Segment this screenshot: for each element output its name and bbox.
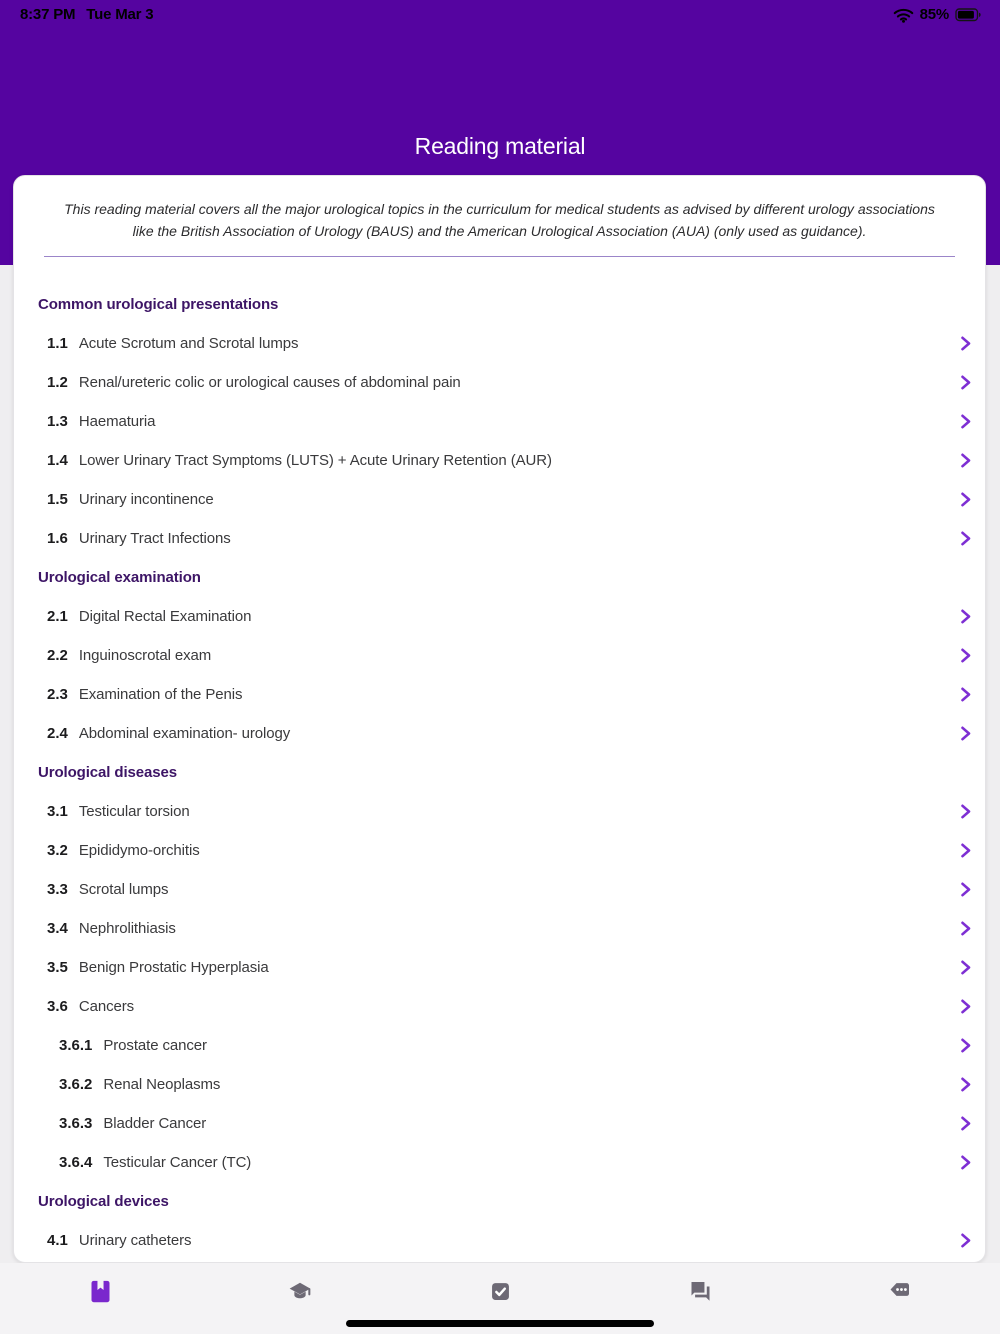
topic-row[interactable] <box>14 1026 985 1065</box>
status-left <box>20 6 153 23</box>
topic-number: 3.4 <box>47 920 68 937</box>
topic-list <box>14 285 985 1260</box>
topic-label: Epididymo-orchitis <box>78 842 200 859</box>
topic-row[interactable] <box>14 1221 985 1260</box>
reading-material-card <box>13 175 986 1263</box>
tab-tasks[interactable] <box>400 1278 600 1305</box>
section-heading: Urological diseases <box>38 764 177 781</box>
chevron-right-icon <box>958 803 973 820</box>
topic-label: Nephrolithiasis <box>78 920 176 937</box>
chevron-right-icon <box>958 686 973 703</box>
page-title: Reading material <box>414 133 586 159</box>
topic-label: Urinary incontinence <box>78 491 214 508</box>
topic-number: 1.2 <box>47 374 68 391</box>
topic-row[interactable] <box>14 402 985 441</box>
chevron-right-icon <box>958 647 973 664</box>
chevron-right-icon <box>958 335 973 352</box>
chevron-right-icon <box>958 491 973 508</box>
topic-label: Renal/ureteric colic or urological causes of abdominal pain <box>78 374 461 391</box>
chevron-right-icon <box>958 608 973 625</box>
topic-label: Lower Urinary Tract Symptoms (LUTS) + Acute Urinary Retention (AUR) <box>78 452 552 469</box>
chevron-right-icon <box>958 959 973 976</box>
topic-number: 3.6.4 <box>59 1154 93 1171</box>
topic-row[interactable] <box>14 1143 985 1182</box>
checkbox-icon <box>487 1278 514 1305</box>
status-right <box>893 6 982 23</box>
chat-dots-icon <box>886 1278 914 1305</box>
topic-row[interactable] <box>14 1065 985 1104</box>
topic-number: 3.6 <box>47 998 68 1015</box>
battery-percent: 85% <box>919 6 949 23</box>
tab-reading-material[interactable] <box>0 1278 200 1305</box>
chevron-right-icon <box>958 413 973 430</box>
chevron-right-icon <box>958 920 973 937</box>
topic-label: Benign Prostatic Hyperplasia <box>78 959 269 976</box>
topic-row[interactable] <box>14 636 985 675</box>
topic-number: 1.4 <box>47 452 68 469</box>
topic-label: Bladder Cancer <box>103 1115 207 1132</box>
section-heading: Common urological presentations <box>38 296 279 313</box>
topic-number: 1.6 <box>47 530 68 547</box>
status-date: Tue Mar 3 <box>86 6 154 23</box>
battery-icon <box>955 8 982 22</box>
tab-courses[interactable] <box>200 1278 400 1305</box>
chevron-right-icon <box>958 725 973 742</box>
topic-row[interactable] <box>14 1104 985 1143</box>
topic-number: 3.6.3 <box>59 1115 93 1132</box>
topic-label: Inguinoscrotal exam <box>78 647 212 664</box>
topic-label: Examination of the Penis <box>78 686 243 703</box>
topic-label: Scrotal lumps <box>78 881 169 898</box>
intro-text: This reading material covers all the major urological topics in the curriculum for medical students as advised by different urology associations like the British Association of Urology (BAUS) and the American Urological Association (AUA) (only used as guidance). <box>64 201 935 239</box>
topic-row[interactable] <box>14 480 985 519</box>
topic-row[interactable] <box>14 714 985 753</box>
topic-row[interactable] <box>14 675 985 714</box>
chevron-right-icon <box>958 452 973 469</box>
topic-number: 1.5 <box>47 491 68 508</box>
topic-row[interactable] <box>14 909 985 948</box>
topic-row[interactable] <box>14 870 985 909</box>
chevron-right-icon <box>958 1115 973 1132</box>
topic-label: Cancers <box>78 998 135 1015</box>
chevron-right-icon <box>958 1154 973 1171</box>
tab-chat[interactable] <box>800 1278 1000 1305</box>
topic-number: 4.1 <box>47 1232 68 1249</box>
graduation-cap-icon <box>286 1278 314 1305</box>
book-icon <box>87 1278 114 1305</box>
chevron-right-icon <box>958 881 973 898</box>
topic-number: 3.6.1 <box>59 1037 93 1054</box>
section-heading: Urological devices <box>38 1193 169 1210</box>
wifi-icon <box>893 7 914 23</box>
chevron-right-icon <box>958 374 973 391</box>
home-indicator[interactable] <box>346 1320 654 1327</box>
topic-label: Abdominal examination- urology <box>78 725 291 742</box>
topic-number: 3.1 <box>47 803 68 820</box>
topic-label: Renal Neoplasms <box>103 1076 221 1093</box>
status-bar <box>0 0 1000 27</box>
topic-row[interactable] <box>14 792 985 831</box>
topic-label: Urinary catheters <box>78 1232 192 1249</box>
chevron-right-icon <box>958 998 973 1015</box>
topic-row[interactable] <box>14 597 985 636</box>
topic-number: 1.1 <box>47 335 68 352</box>
topic-label: Haematuria <box>78 413 156 430</box>
topic-label: Testicular torsion <box>78 803 190 820</box>
chevron-right-icon <box>958 1232 973 1249</box>
topic-number: 1.3 <box>47 413 68 430</box>
forum-icon <box>687 1278 714 1305</box>
topic-number: 2.1 <box>47 608 68 625</box>
chevron-right-icon <box>958 1076 973 1093</box>
topic-row[interactable] <box>14 441 985 480</box>
topic-row[interactable] <box>14 948 985 987</box>
section-heading: Urological examination <box>38 569 201 586</box>
topic-label: Testicular Cancer (TC) <box>103 1154 252 1171</box>
topic-number: 3.3 <box>47 881 68 898</box>
status-time: 8:37 PM <box>20 6 76 23</box>
chevron-right-icon <box>958 530 973 547</box>
topic-label: Urinary Tract Infections <box>78 530 231 547</box>
chevron-right-icon <box>958 1037 973 1054</box>
tab-forum[interactable] <box>600 1278 800 1305</box>
topic-number: 3.5 <box>47 959 68 976</box>
topic-row[interactable] <box>14 519 985 558</box>
topic-number: 3.6.2 <box>59 1076 93 1093</box>
intro-divider <box>44 256 955 257</box>
topic-row[interactable] <box>14 987 985 1026</box>
chevron-right-icon <box>958 842 973 859</box>
topic-number: 2.4 <box>47 725 68 742</box>
topic-label: Digital Rectal Examination <box>78 608 252 625</box>
topic-label: Acute Scrotum and Scrotal lumps <box>78 335 299 352</box>
topic-number: 2.3 <box>47 686 68 703</box>
topic-number: 2.2 <box>47 647 68 664</box>
topic-row[interactable] <box>14 363 985 402</box>
topic-label: Prostate cancer <box>103 1037 207 1054</box>
topic-row[interactable] <box>14 831 985 870</box>
topic-row[interactable] <box>14 324 985 363</box>
topic-number: 3.2 <box>47 842 68 859</box>
